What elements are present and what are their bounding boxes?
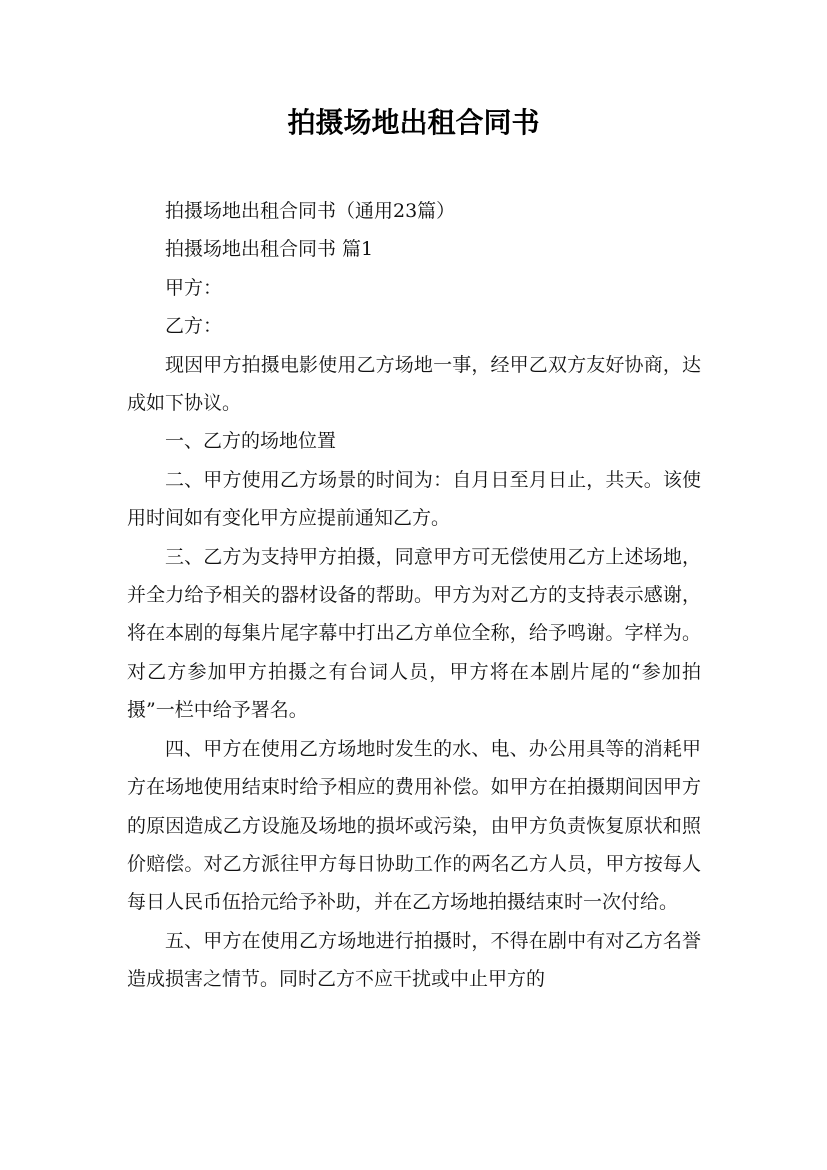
document-title: 拍摄场地出租合同书 (287, 106, 540, 139)
party-a-line: 甲方： (165, 276, 223, 299)
clause-5: 五、甲方在使用乙方场地进行拍摄时，不得在剧中有对乙方名誉造成损害之情节。同时乙方不应干扰或中止甲方的 (127, 929, 701, 991)
preamble-paragraph: 现因甲方拍摄电影使用乙方场地一事，经甲乙双方友好协商，达成如下协议。 (127, 353, 701, 415)
clause-2: 二、甲方使用乙方场景的时间为：自月日至月日止，共天。该使用时间如有变化甲方应提前通知乙方。 (127, 468, 701, 530)
party-b-line: 乙方： (165, 315, 223, 338)
clause-3: 三、乙方为支持甲方拍摄，同意甲方可无偿使用乙方上述场地，并全力给予相关的器材设备的帮助。甲方为对乙方的支持表示感谢，将在本剧的每集片尾字幕中打出乙方单位全称，给予鸣谢。字样为。对乙方参加甲方拍摄之有台词人员，甲方将在本剧片尾的“参加拍摄”一栏中给予署名。 (127, 545, 701, 722)
clause-1: 一、乙方的场地位置 (165, 430, 337, 453)
section-heading: 拍摄场地出租合同书 篇1 (165, 238, 374, 261)
document-body (127, 192, 701, 999)
clause-4: 四、甲方在使用乙方场地时发生的水、电、办公用具等的消耗甲方在场地使用结束时给予相应的费用补偿。如甲方在拍摄期间因甲方的原因造成乙方设施及场地的损坏或污染，由甲方负责恢复原状和照价赔偿。对乙方派往甲方每日协助工作的两名乙方人员，甲方按每人每日人民币伍拾元给予补助，并在乙方场地拍摄结束时一次付给。 (127, 737, 701, 914)
subtitle-paragraph: 拍摄场地出租合同书（通用23篇） (165, 200, 456, 222)
